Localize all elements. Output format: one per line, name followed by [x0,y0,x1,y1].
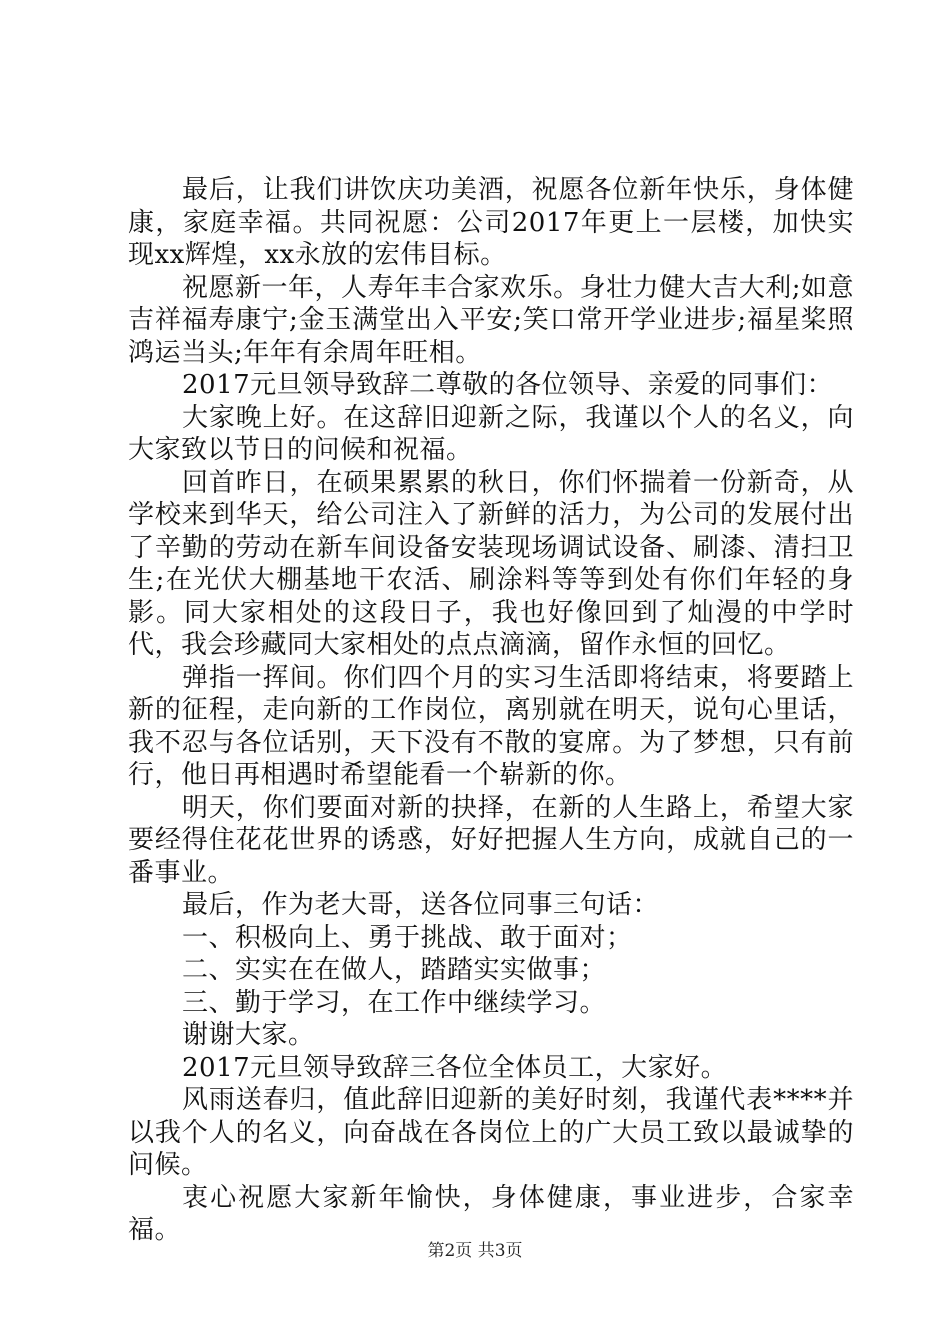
document-body [128,174,854,1247]
paragraph: 谢谢大家。 [182,1020,315,1050]
paragraph: 祝愿新一年，人寿年丰合家欢乐。身壮力健大吉大利;如意吉祥福寿康宁;金玉满堂出入平安;笑口常开学业进步;福星桨照鸿运当头;年年有余周年旺相。 [128,272,854,368]
paragraph: 回首昨日，在硕果累累的秋日，你们怀揣着一份新奇，从学校来到华天，给公司注入了新鲜的活力，为公司的发展付出了辛勤的劳动在新车间设备安装现场调试设备、刷漆、清扫卫生;在光伏大棚基地干农活、刷涂料等等到处有你们年轻的身影。同大家相处的这段日子，我也好像回到了灿漫的中学时代，我会珍藏同大家相处的点点滴滴，留作永恒的回忆。 [128,467,854,660]
list-item: 二、实实在在做人，踏踏实实做事； [182,955,607,985]
paragraph: 2017元旦领导致辞二尊敬的各位领导、亲爱的同事们： [182,370,834,400]
paragraph: 风雨送春归，值此辞旧迎新的美好时刻，我谨代表****并以我个人的名义，向奋战在各岗位上的广大员工致以最诚挚的问候。 [128,1085,854,1180]
paragraph: 弹指一挥间。你们四个月的实习生活即将结束，将要踏上新的征程，走向新的工作岗位，离别就在明天，说句心里话，我不忍与各位话别，天下没有不散的宴席。为了梦想，只有前行，他日再相遇时希望能看一个崭新的你。 [128,662,854,790]
list-item: 三、勤于学习，在工作中继续学习。 [182,987,607,1018]
page-number-footer: 第2页 共3页 [427,1241,523,1261]
paragraph: 大家晚上好。在这辞旧迎新之际，我谨以个人的名义，向大家致以节日的问候和祝福。 [128,402,854,465]
list-item: 一、积极向上、勇于挑战、敢于面对； [182,922,633,953]
paragraph: 衷心祝愿大家新年愉快，身体健康，事业进步，合家幸福。 [128,1182,854,1245]
paragraph: 最后，让我们讲饮庆功美酒，祝愿各位新年快乐，身体健康，家庭幸福。共同祝愿：公司2017年更上一层楼，加快实现xx辉煌，xx永放的宏伟目标。 [128,175,854,270]
paragraph: 2017元旦领导致辞三各位全体员工，大家好。 [182,1052,728,1083]
paragraph: 明天，你们要面对新的抉择，在新的人生路上，希望大家要经得住花花世界的诱惑，好好把握人生方向，成就自己的一番事业。 [128,792,854,888]
paragraph: 最后，作为老大哥，送各位同事三句话： [182,890,660,920]
